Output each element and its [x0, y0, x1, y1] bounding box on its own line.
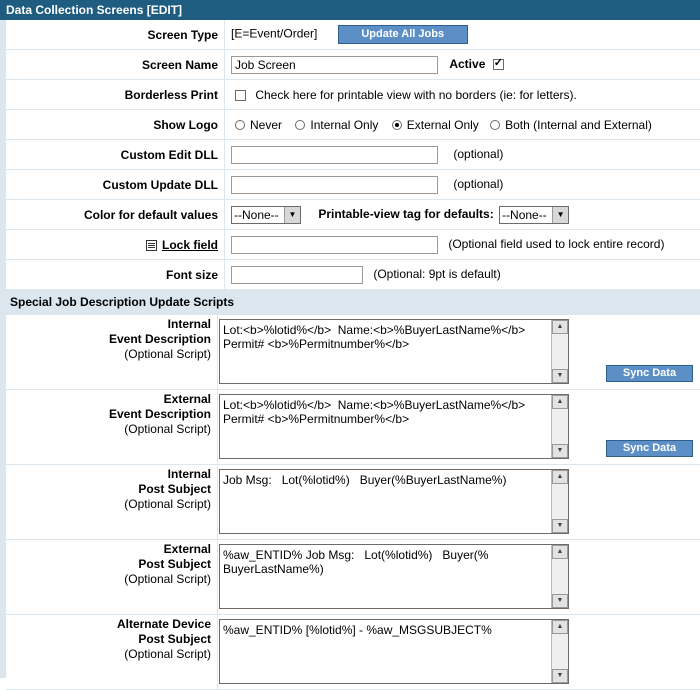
scroll-up-icon[interactable]: ▲ — [552, 470, 568, 484]
logo-internal-label: Internal Only — [310, 117, 379, 132]
script-title-line: Event Description — [108, 332, 211, 346]
printable-tag-value: --None-- — [502, 207, 547, 222]
sync-data-button[interactable]: Sync Data — [606, 365, 693, 382]
logo-never-radio[interactable] — [235, 120, 245, 130]
custom-edit-label: Custom Edit DLL — [6, 140, 225, 170]
script-optional-note: (Optional Script) — [124, 647, 211, 661]
script-row — [6, 315, 700, 390]
script-row — [6, 465, 700, 540]
chevron-down-icon: ▼ — [552, 207, 568, 223]
custom-update-input[interactable] — [231, 176, 438, 194]
script-title-line: External — [163, 392, 211, 406]
color-default-label: Color for default values — [6, 200, 225, 230]
script-optional-note: (Optional Script) — [124, 422, 211, 436]
script-row — [6, 540, 700, 615]
scroll-down-icon[interactable]: ▼ — [552, 519, 568, 533]
script-title-line: Alternate Device — [116, 617, 211, 631]
page-title: Data Collection Screens [EDIT] — [0, 0, 700, 20]
active-label: Active — [449, 56, 486, 71]
custom-update-label: Custom Update DLL — [6, 170, 225, 200]
screen-type-value: [E=Event/Order] — [231, 26, 318, 41]
logo-external-radio[interactable] — [392, 120, 402, 130]
logo-external-label: External Only — [406, 117, 479, 132]
screen-name-input[interactable]: Job Screen — [231, 56, 438, 74]
script-label — [6, 465, 218, 539]
script-title-line: Internal — [167, 317, 211, 331]
script-list — [6, 315, 700, 690]
screen-type-label: Screen Type — [6, 20, 225, 50]
scroll-down-icon[interactable]: ▼ — [552, 444, 568, 458]
font-size-input[interactable] — [231, 266, 363, 284]
scroll-up-icon[interactable]: ▲ — [552, 395, 568, 409]
borderless-label: Borderless Print — [6, 80, 225, 110]
script-textarea[interactable]: Lot:<b>%lotid%</b> Name:<b>%BuyerLastName%</b> Permit# <b>%Permitnumber%</b> — [219, 319, 569, 384]
section-title: Special Job Description Update Scripts — [6, 290, 700, 315]
scroll-down-icon[interactable]: ▼ — [552, 369, 568, 383]
logo-internal-radio[interactable] — [295, 120, 305, 130]
script-title-line: Post Subject — [138, 482, 211, 496]
printable-tag-label: Printable-view tag for defaults: — [318, 206, 494, 221]
script-textarea[interactable]: %aw_ENTID% Job Msg: Lot(%lotid%) Buyer(% BuyerLastName%) — [219, 544, 569, 609]
chevron-down-icon: ▼ — [284, 207, 300, 223]
update-all-jobs-button[interactable]: Update All Jobs — [338, 25, 468, 44]
borderless-text: Check here for printable view with no borders (ie: for letters). — [255, 87, 577, 102]
script-textarea[interactable]: Job Msg: Lot(%lotid%) Buyer(%BuyerLastName%) — [219, 469, 569, 534]
sync-data-button[interactable]: Sync Data — [606, 440, 693, 457]
custom-edit-input[interactable] — [231, 146, 438, 164]
logo-never-label: Never — [250, 117, 283, 132]
script-row — [6, 390, 700, 465]
script-title-line: Internal — [167, 467, 211, 481]
script-textarea[interactable]: %aw_ENTID% [%lotid%] - %aw_MSGSUBJECT% — [219, 619, 569, 684]
script-label — [6, 390, 218, 464]
script-title-line: Post Subject — [138, 557, 211, 571]
script-title-line: Post Subject — [138, 632, 211, 646]
form-frame — [0, 20, 700, 678]
active-checkbox[interactable] — [493, 59, 504, 70]
font-size-label: Font size — [6, 260, 225, 290]
color-default-select[interactable] — [231, 206, 301, 224]
script-row — [6, 615, 700, 690]
font-size-hint: (Optional: 9pt is default) — [373, 266, 501, 281]
custom-update-hint: (optional) — [453, 176, 504, 191]
scroll-up-icon[interactable]: ▲ — [552, 320, 568, 334]
settings-form — [6, 20, 700, 315]
script-optional-note: (Optional Script) — [124, 347, 211, 361]
borderless-checkbox[interactable] — [235, 90, 246, 101]
list-icon — [146, 240, 157, 251]
script-optional-note: (Optional Script) — [124, 497, 211, 511]
scroll-down-icon[interactable]: ▼ — [552, 669, 568, 683]
screen-name-label: Screen Name — [6, 50, 225, 80]
lock-field-link[interactable]: Lock field — [161, 237, 218, 252]
script-title-line: External — [163, 542, 211, 556]
scroll-up-icon[interactable]: ▲ — [552, 620, 568, 634]
lock-field-input[interactable] — [231, 236, 438, 254]
script-title-line: Event Description — [108, 407, 211, 421]
script-label — [6, 315, 218, 389]
printable-tag-select[interactable] — [499, 206, 569, 224]
show-logo-label: Show Logo — [6, 110, 225, 140]
scroll-down-icon[interactable]: ▼ — [552, 594, 568, 608]
custom-edit-hint: (optional) — [453, 146, 504, 161]
script-textarea[interactable]: Lot:<b>%lotid%</b> Name:<b>%BuyerLastName%</b> Permit# <b>%Permitnumber%</b> — [219, 394, 569, 459]
logo-both-label: Both (Internal and External) — [505, 117, 652, 132]
logo-both-radio[interactable] — [490, 120, 500, 130]
scroll-up-icon[interactable]: ▲ — [552, 545, 568, 559]
script-optional-note: (Optional Script) — [124, 572, 211, 586]
script-label — [6, 540, 218, 614]
color-default-value: --None-- — [234, 207, 279, 222]
lock-field-hint: (Optional field used to lock entire record) — [448, 236, 665, 251]
